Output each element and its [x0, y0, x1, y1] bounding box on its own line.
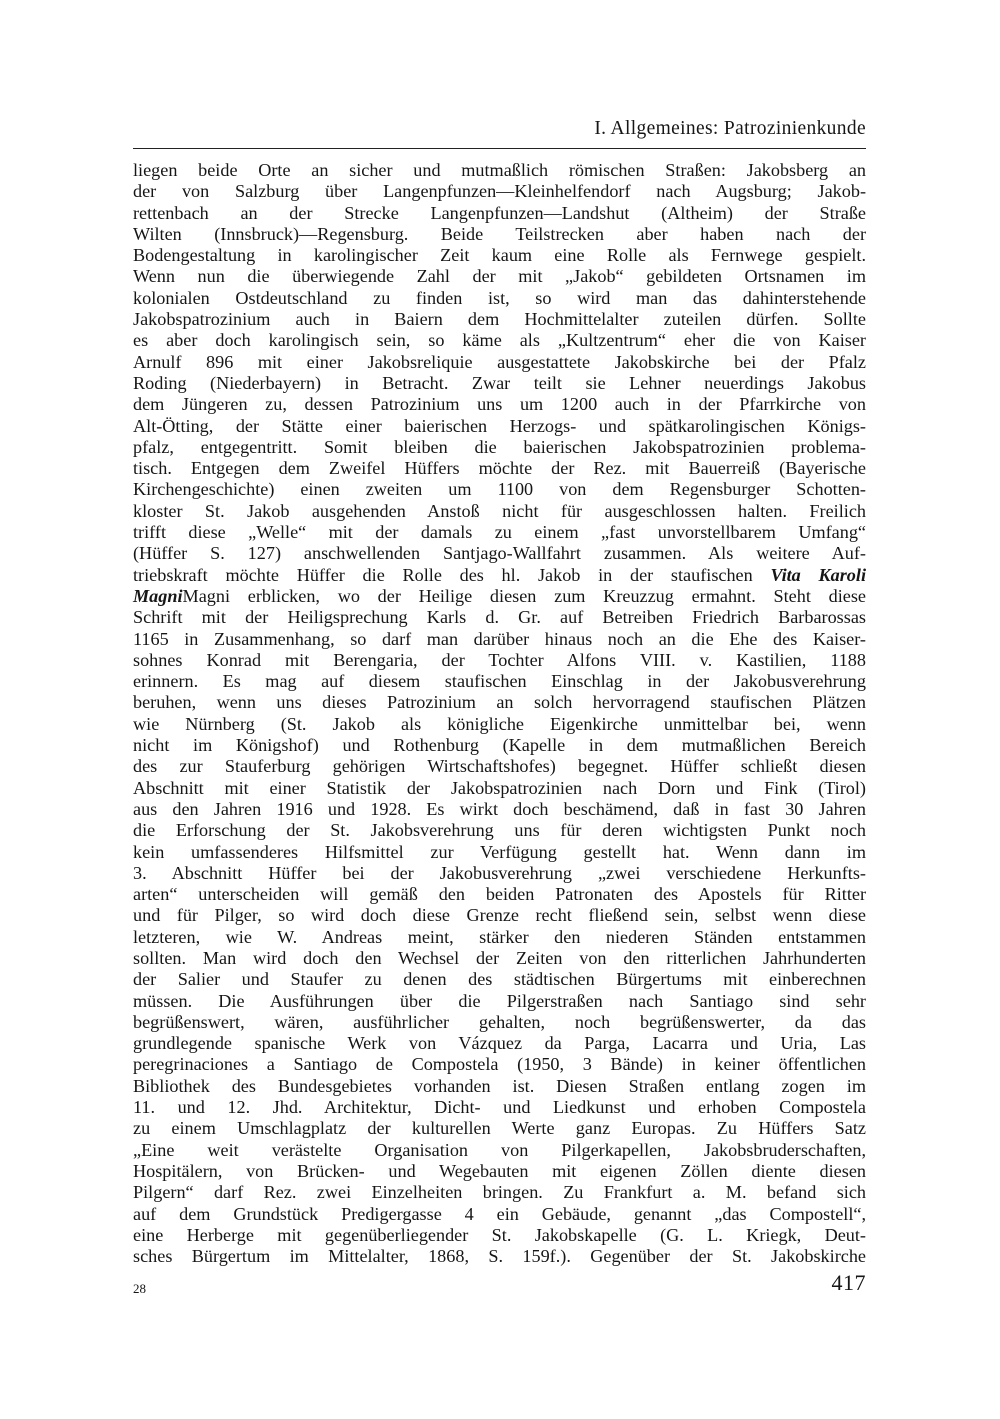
- text-line: liegen beide Orte an sicher und mutmaßlich römischen Straßen: Jakobsberg an: [133, 160, 866, 180]
- text-line: letzteren, wie W. Andreas meint, stärker den niederen Ständen entstammen: [133, 926, 866, 947]
- text-line: nicht im Königshof) und Rothenburg (Kapelle in dem mutmaßlichen Bereich: [133, 735, 866, 756]
- text-line: grundlegende spanische Werk von Vázquez da Parga, Lacarra und Uria, Las: [133, 1033, 866, 1054]
- text-line: erinnern. Es mag auf diesem staufischen Einschlag in der Jakobusverehrung: [133, 671, 866, 692]
- text-line: Wenn nun die überwiegende Zahl der mit „Jakob“ gebildeten Ortsnamen im: [133, 266, 866, 287]
- body-text: [133, 160, 866, 1267]
- text-line: Pilgern“ darf Rez. zwei Einzelheiten bringen. Zu Frankfurt a. M. befand sich: [133, 1182, 866, 1203]
- text-line: kein umfassenderes Hilfsmittel zur Verfügung gestellt hat. Wenn dann im: [133, 841, 866, 862]
- text-line: (Hüffer S. 127) anschwellenden Santjago-Wallfahrt zusammen. Als weitere Auf-: [133, 543, 866, 564]
- text-line: es aber doch karolingisch sein, so käme als „Kultzentrum“ eher die von Kaiser: [133, 330, 866, 351]
- text-line: pfalz, entgegentritt. Somit bleiben die baierischen Jakobspatrozinien problema-: [133, 436, 866, 457]
- text-line: sollten. Man wird doch den Wechsel der Zeiten von den ritterlichen Jahrhunderten: [133, 947, 866, 968]
- page-number: 417: [831, 1270, 866, 1295]
- text-line: beruhen, wenn uns dieses Patrozinium an solch hervorragend staufischen Plätzen: [133, 692, 866, 713]
- text-line: sohnes Konrad mit Berengaria, der Tochter Alfons VIII. v. Kastilien, 1188: [133, 649, 866, 670]
- text-line: Hospitälern, von Brücken- und Wegebauten mit eigenen Zöllen diente diesen: [133, 1160, 866, 1181]
- text-segment: Magni erblicken, wo der Heilige diesen zum Kreuzzug ermahnt. Steht diese: [182, 585, 866, 606]
- text-line: Alt-Ötting, der Stätte einer baierischen Herzogs- und spätkarolingischen Königs-: [133, 415, 866, 436]
- text-line: kolonialen Ostdeutschland zu finden ist, so wird man das dahinterstehende: [133, 287, 866, 308]
- text-line: kloster St. Jakob ausgehenden Anstoß nicht für ausgeschlossen halten. Freilich: [133, 500, 866, 521]
- text-line: Kirchengeschichte) einen zweiten um 1100 von dem Regensburger Schotten-: [133, 479, 866, 500]
- text-line: 11. und 12. Jhd. Architektur, Dicht- und Liedkunst und erhoben Compostela: [133, 1097, 866, 1118]
- text-line: der von Salzburg über Langenpfunzen—Kleinhelfendorf nach Augsburg; Jakob-: [133, 181, 866, 202]
- text-line: dem Jüngeren zu, dessen Patrozinium uns um 1200 auch in der Pfarrkirche von: [133, 394, 866, 415]
- text-line: arten“ unterscheiden will gemäß den beiden Patronaten des Apostels für Ritter: [133, 884, 866, 905]
- header-rule: [133, 148, 866, 149]
- text-line: Arnulf 896 mit einer Jakobsreliquie ausgestattete Jakobskirche bei der Pfalz: [133, 351, 866, 372]
- text-line: und für Pilger, so wird doch diese Grenze recht fließend sein, selbst wenn diese: [133, 905, 866, 926]
- text-line: Schrift mit der Heiligsprechung Karls d. Gr. auf Betreiben Friedrich Barbarossas: [133, 607, 866, 628]
- text-segment: triebskraft möchte Hüffer die Rolle des hl. Jakob in der staufischen: [133, 564, 771, 585]
- italic-work-title-cont: Magni: [133, 585, 183, 606]
- text-line-with-italic: [133, 586, 866, 607]
- text-line: 1165 in Zusammenhang, so darf man darüber hinaus noch an die Ehe des Kaiser-: [133, 628, 866, 649]
- text-line: 3. Abschnitt Hüffer bei der Jakobusverehrung „zwei verschiedene Herkunfts-: [133, 862, 866, 883]
- text-line-with-italic: [133, 565, 866, 586]
- text-line: eine Herberge mit gegenüberliegender St. Jakobskapelle (G. L. Kriegk, Deut-: [133, 1224, 866, 1245]
- text-line: Bibliothek des Bundesgebietes vorhanden ist. Diesen Straßen entlang zogen im: [133, 1075, 866, 1096]
- text-line: tisch. Entgegen dem Zweifel Hüffers möchte der Rez. mit Bauerreiß (Bayerische: [133, 458, 866, 479]
- text-line: rettenbach an der Strecke Langenpfunzen—Landshut (Altheim) der Straße: [133, 202, 866, 223]
- text-line: „Eine weit verästelte Organisation von Pilgerkapellen, Jakobsbruderschaften,: [133, 1139, 866, 1160]
- text-line: auf dem Grundstück Predigergasse 4 ein Gebäude, genannt „das Compostell“,: [133, 1203, 866, 1224]
- text-line: des zur Stauferburg gehörigen Wirtschaftshofes) begegnet. Hüffer schließt diesen: [133, 756, 866, 777]
- text-line: Wilten (Innsbruck)—Regensburg. Beide Teilstrecken aber haben nach der: [133, 223, 866, 244]
- text-line: Abschnitt mit einer Statistik der Jakobspatrozinien nach Dorn und Fink (Tirol): [133, 777, 866, 798]
- text-line: Jakobspatrozinium auch in Baiern dem Hochmittelalter zuteilen dürfen. Sollte: [133, 309, 866, 330]
- text-line: der Salier und Staufer zu denen des städtischen Bürgertums mit einberechnen: [133, 969, 866, 990]
- signature-mark: 28: [133, 1281, 146, 1296]
- text-line: Bodengestaltung in karolingischer Zeit kaum eine Rolle als Fernwege gespielt.: [133, 245, 866, 266]
- text-line: müssen. Die Ausführungen über die Pilgerstraßen nach Santiago sind sehr: [133, 990, 866, 1011]
- text-line: wie Nürnberg (St. Jakob als königliche Eigenkirche unmittelbar bei, wenn: [133, 713, 866, 734]
- text-line: trifft diese „Welle“ mit der damals zu einem „fast unvorstellbarem Umfang“: [133, 522, 866, 543]
- italic-work-title: Vita Karoli: [770, 564, 866, 585]
- text-line: aus den Jahren 1916 und 1928. Es wirkt doch beschämend, daß in fast 30 Jahren: [133, 798, 866, 819]
- text-line: sches Bürgertum im Mittelalter, 1868, S. 159f.). Gegenüber der St. Jakobskirche: [133, 1246, 866, 1267]
- text-line: die Erforschung der St. Jakobsverehrung uns für deren wichtigsten Punkt noch: [133, 820, 866, 841]
- running-head: I. Allgemeines: Patrozinienkunde: [594, 118, 866, 139]
- text-line: Roding (Niederbayern) in Betracht. Zwar teilt sie Lehner neuerdings Jakobus: [133, 372, 866, 393]
- text-line: peregrinaciones a Santiago de Compostela (1950, 3 Bände) in keiner öffentlichen: [133, 1054, 866, 1075]
- text-line: zu einem Umschlagplatz der kulturellen Werte ganz Europas. Zu Hüffers Satz: [133, 1118, 866, 1139]
- text-line: begrüßenswert, wären, ausführlicher gehalten, noch begrüßenswerter, da das: [133, 1011, 866, 1032]
